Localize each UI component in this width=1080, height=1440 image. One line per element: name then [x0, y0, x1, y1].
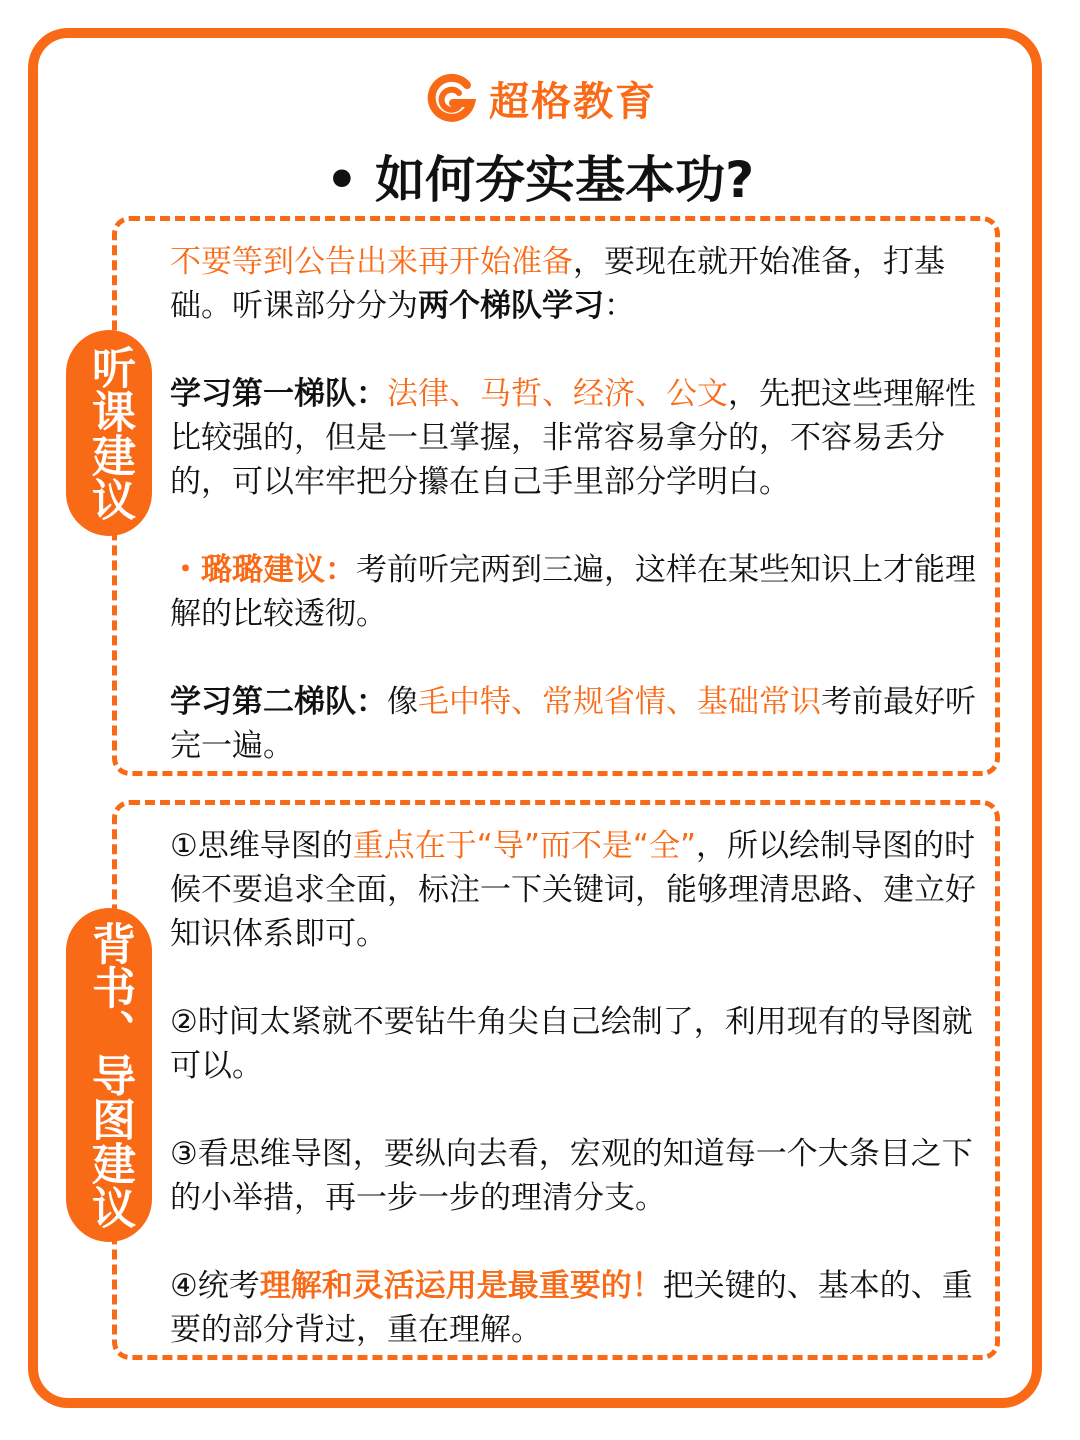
highlight-text: 毛中特、常规省情、基础常识 [418, 684, 821, 720]
paragraph [170, 372, 978, 504]
body-text: 考前听完两到三遍，这样在某些知识上才能理解的比较透彻。 [170, 552, 976, 632]
body-text: 把关键的、基本的、重要的部分背过，重在理解。 [170, 1268, 973, 1348]
bold-text: 学习第二梯队： [170, 684, 387, 720]
section-label-listening [66, 330, 152, 536]
body-text: ，要现在就开始准备，打基础。听课部分分为 [170, 244, 945, 324]
section-content-listening [170, 240, 978, 768]
bold-text: 学习第一梯队： [170, 376, 387, 412]
paragraph: ③看思维导图，要纵向去看，宏观的知道每一个大条目之下的小举措，再一步一步的理清分支。 [170, 1136, 973, 1216]
paragraph [170, 240, 978, 328]
section-label-mindmap [66, 908, 152, 1242]
g-logo-icon [423, 71, 479, 127]
body-text: ①思维导图的 [170, 828, 353, 864]
paragraph: ②时间太紧就不要钻牛角尖自己绘制了，利用现有的导图就可以。 [170, 1004, 973, 1084]
body-text: ： [604, 288, 635, 324]
body-text: 像 [387, 684, 418, 720]
body-text: ④统考 [170, 1268, 260, 1304]
highlight-bold-text: ・璐璐建议： [170, 552, 356, 588]
body-text: ，所以绘制导图的时候不要追求全面，标注一下关键词，能够理清思路、建立好知识体系即可。 [170, 828, 976, 952]
highlight-bold-text: 理解和灵活运用是最重要的！ [259, 1268, 663, 1304]
brand-header [0, 70, 1080, 127]
section-label-text: 背书、导图建议 [84, 921, 135, 1229]
paragraph [170, 1264, 978, 1352]
paragraph [170, 548, 978, 636]
body-text: 考前最好听完一遍。 [170, 684, 976, 764]
highlight-text: 重点在于“导”而不是“全” [352, 828, 697, 864]
bold-text: 两个梯队学习 [418, 288, 604, 324]
paragraph [170, 680, 978, 768]
brand-name: 超格教育 [489, 79, 657, 125]
body-text: ，先把这些理解性比较强的，但是一旦掌握，非常容易拿分的，不容易丢分的，可以牢牢把分攥在自己手里部分学明白。 [170, 376, 976, 500]
highlight-text: 不要等到公告出来再开始准备 [170, 244, 573, 280]
section-label-text: 听课建议 [84, 345, 135, 521]
page-title: • 如何夯实基本功? [325, 151, 755, 209]
highlight-text: 法律、马哲、经济、公文 [387, 376, 728, 412]
section-content-mindmap [170, 824, 978, 1352]
paragraph [170, 824, 978, 956]
